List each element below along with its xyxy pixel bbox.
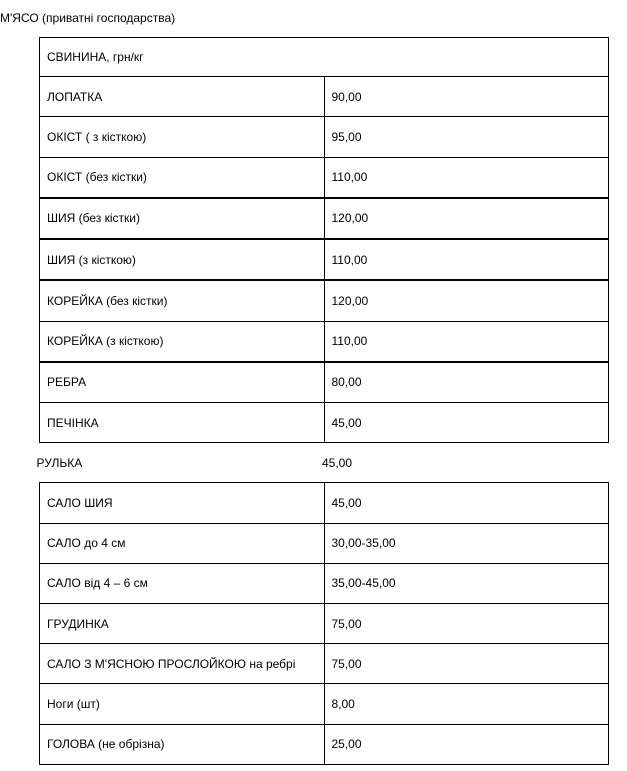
table-row bbox=[40, 77, 609, 117]
product-price: 120,00 bbox=[324, 198, 609, 239]
table-row bbox=[40, 280, 609, 321]
product-name: САЛО до 4 см bbox=[40, 523, 325, 563]
product-price: 75,00 bbox=[324, 604, 609, 644]
product-price: 80,00 bbox=[324, 362, 609, 403]
table-row bbox=[40, 483, 609, 523]
table-row bbox=[40, 117, 609, 157]
product-name: Ноги (шт) bbox=[40, 684, 325, 724]
table-row bbox=[40, 563, 609, 603]
product-price: 120,00 bbox=[324, 280, 609, 321]
table-row bbox=[40, 157, 609, 198]
product-name: КОРЕЙКА (з кісткою) bbox=[40, 321, 325, 362]
table-row bbox=[40, 644, 609, 684]
product-name: САЛО від 4 – 6 см bbox=[40, 563, 325, 603]
product-price: 90,00 bbox=[324, 77, 609, 117]
product-name: ПЕЧІНКА bbox=[40, 402, 325, 442]
table-row bbox=[40, 362, 609, 403]
table-section-header-row bbox=[40, 38, 609, 77]
table-row bbox=[40, 684, 609, 724]
product-price: 45,00 bbox=[324, 402, 609, 442]
product-name: ОКІСТ ( з кісткою) bbox=[40, 117, 325, 157]
table-row bbox=[40, 402, 609, 442]
table-row bbox=[40, 239, 609, 280]
product-price: 45,00 bbox=[324, 483, 609, 523]
product-name: РЕБРА bbox=[40, 362, 325, 403]
product-price: 30,00-35,00 bbox=[324, 523, 609, 563]
product-name: ОКІСТ (без кістки) bbox=[40, 157, 325, 198]
section-header: СВИНИНА, грн/кг bbox=[40, 38, 609, 77]
table-row bbox=[40, 198, 609, 239]
product-name: ГРУДИНКА bbox=[40, 604, 325, 644]
product-price: 110,00 bbox=[324, 157, 609, 198]
table-row bbox=[40, 724, 609, 764]
product-price: 8,00 bbox=[324, 684, 609, 724]
product-name: ГОЛОВА (не обрізна) bbox=[40, 724, 325, 764]
product-price: 35,00-45,00 bbox=[324, 563, 609, 603]
product-price: 110,00 bbox=[324, 239, 609, 280]
product-name: САЛО З М'ЯСНОЮ ПРОСЛОЙКОЮ на ребрі bbox=[40, 644, 325, 684]
product-name: КОРЕЙКА (без кістки) bbox=[40, 280, 325, 321]
product-name: САЛО ШИЯ bbox=[40, 483, 325, 523]
product-name: ЛОПАТКА bbox=[40, 77, 325, 117]
product-price: 75,00 bbox=[324, 644, 609, 684]
product-price bbox=[324, 443, 609, 483]
table-row bbox=[40, 321, 609, 362]
product-price: 95,00 bbox=[324, 117, 609, 157]
price-table bbox=[36, 37, 609, 765]
product-price: 25,00 bbox=[324, 724, 609, 764]
table-row bbox=[40, 604, 609, 644]
product-name: ШИЯ (без кістки) bbox=[40, 198, 325, 239]
product-name bbox=[36, 443, 325, 483]
product-price: 110,00 bbox=[324, 321, 609, 362]
product-price-text: 45,00 bbox=[322, 455, 353, 470]
product-name-text: РУЛЬКА bbox=[36, 455, 83, 470]
page-title: М'ЯСО (приватні господарства) bbox=[0, 11, 176, 25]
product-name: ШИЯ (з кісткою) bbox=[40, 239, 325, 280]
table-row bbox=[40, 443, 609, 483]
table-row bbox=[40, 523, 609, 563]
